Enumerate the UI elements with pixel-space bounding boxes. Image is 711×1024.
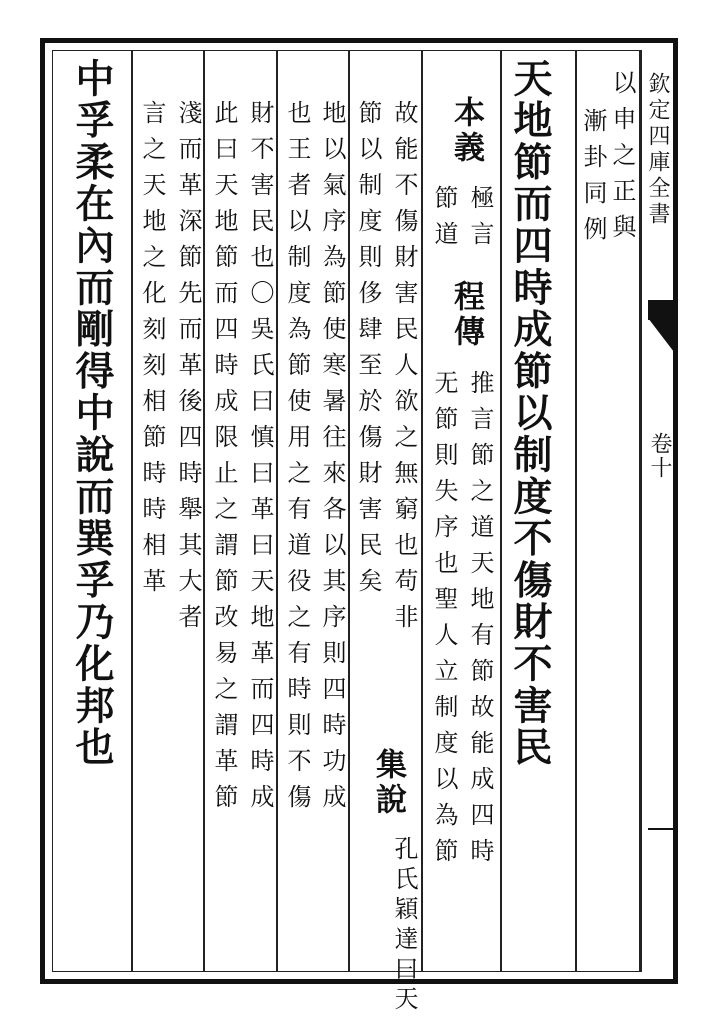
commentary-text: 故能不傷財害民人欲之無窮也苟非	[390, 100, 418, 640]
fishtail-shape	[648, 318, 674, 354]
text-column-1: 以申之正與	[608, 70, 636, 250]
main-text-column-2: 中孚柔在內而剛得中說而巽孚乃化邦也	[69, 58, 115, 769]
commentary-label-chengzhuan: 程傳	[448, 280, 484, 350]
main-text-column-1: 天地節而四時成節以制度不傷財不害民	[507, 58, 553, 769]
column-rule	[131, 50, 133, 972]
commentary-text: 節以制度則侈肆至於傷財害民矣	[354, 100, 382, 604]
margin-volume: 卷十	[647, 432, 672, 480]
fishtail-mark	[648, 300, 673, 320]
column-rule	[575, 50, 577, 972]
column-rule	[500, 50, 502, 972]
commentary-text: 言之天地之化刻刻相節時時相革	[138, 100, 166, 604]
commentary-text: 此曰天地節而四時成限止之謂節改易之謂革節	[210, 100, 238, 820]
column-rule	[276, 50, 278, 972]
commentary-text: 財不害民也〇吳氏曰慎曰革曰天地革而四時成	[246, 100, 274, 820]
commentary-text: 淺而革深節先而革後四時舉其大者	[174, 100, 202, 640]
commentary-text: 地以氣序為節使寒暑往來各以其序則四時功成	[318, 100, 346, 820]
commentary-text: 孔氏穎達曰天	[390, 836, 418, 1016]
text-column-2: 漸卦同例	[579, 108, 607, 252]
column-rule	[421, 50, 423, 972]
commentary-note: 節道	[430, 185, 458, 257]
commentary-text: 推言節之道天地有節故能成四時	[466, 370, 494, 874]
commentary-note: 極言	[466, 185, 494, 257]
commentary-label-benyi: 本義	[448, 96, 484, 166]
margin-header: 欽定四庫全書	[645, 72, 670, 228]
margin-rule	[640, 50, 642, 972]
commentary-text: 无節則失序也聖人立制度以為節	[430, 370, 458, 874]
lower-mark	[648, 828, 673, 830]
commentary-text: 也王者以制度為節使用之有道役之有時則不傷	[283, 100, 311, 820]
column-rule	[348, 50, 350, 972]
column-rule	[203, 50, 205, 972]
commentary-label-jishuo: 集說	[370, 748, 406, 818]
